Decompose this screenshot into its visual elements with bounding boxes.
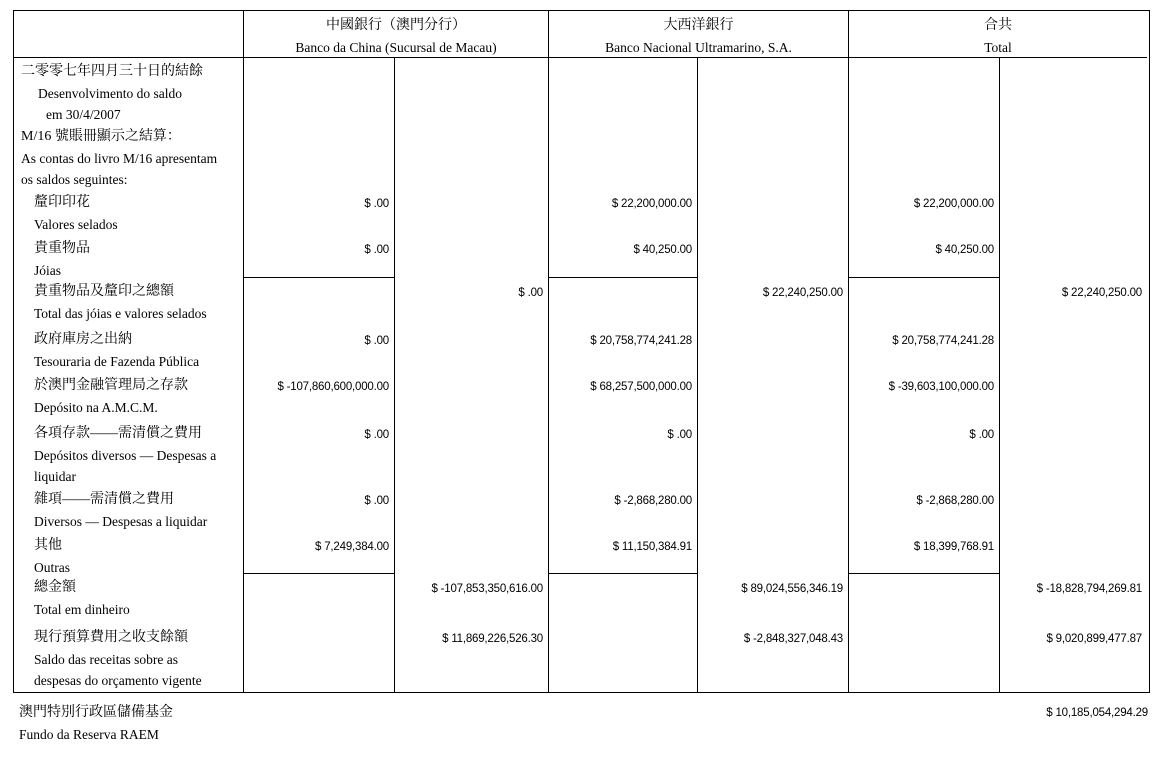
row-label-diversos — [14, 486, 244, 532]
row-label-zh: 釐印印花 — [34, 195, 90, 210]
empty-cell — [698, 58, 849, 123]
row-label-zh: 各項存款——需清償之費用 — [34, 426, 202, 441]
empty-cell — [244, 123, 395, 189]
row-label-pt: Desenvolvimento do saldo — [38, 86, 182, 101]
empty-cell — [549, 278, 698, 326]
value-bnu-1: $ 22,200,000.00 — [549, 189, 698, 235]
row-label-saldo-orcamento — [14, 624, 244, 692]
row-label-pt: Outras — [34, 560, 70, 574]
row-label-pt: Depósitos diversos — Despesas a — [34, 448, 217, 463]
empty-cell — [549, 123, 698, 189]
row-label-pt: Saldo das receitas sobre as — [34, 652, 178, 667]
value-total-1: $ -2,868,280.00 — [849, 486, 1000, 532]
empty-cell — [1000, 235, 1147, 278]
row-label-pt: Depósito na A.M.C.M. — [34, 400, 158, 415]
empty-cell — [849, 123, 1000, 189]
empty-cell — [395, 420, 549, 486]
header-bank-of-china-pt: Banco da China (Sucursal de Macau) — [295, 40, 497, 55]
row-label-pt: As contas do livro M/16 apresentam — [21, 151, 218, 166]
value-total-2: $ -18,828,794,269.81 — [1036, 583, 1142, 595]
row-label-zh: 政府庫房之出納 — [34, 332, 132, 347]
header-total-pt: Total — [984, 40, 1012, 55]
value-total-1: $ -39,603,100,000.00 — [849, 372, 1000, 420]
row-label-pt: Diversos — Despesas a liquidar — [34, 514, 208, 529]
value-total-1: $ 22,200,000.00 — [849, 189, 1000, 235]
value-total-1: $ 20,758,774,241.28 — [849, 326, 1000, 372]
value-boc-1: $ .00 — [244, 486, 395, 532]
empty-cell — [244, 278, 395, 326]
value-bnu-1: $ -2,868,280.00 — [549, 486, 698, 532]
empty-cell — [849, 58, 1000, 123]
value-bnu-2: $ 22,240,250.00 — [698, 278, 849, 326]
row-label-depositos-diversos — [14, 420, 244, 486]
value-bnu-2: $ -2,848,327,048.43 — [698, 624, 849, 692]
empty-cell — [849, 278, 1000, 326]
empty-cell — [698, 189, 849, 235]
empty-cell — [395, 372, 549, 420]
empty-cell — [549, 58, 698, 123]
row-label-total-joias — [14, 278, 244, 326]
row-label-pt: liquidar — [34, 469, 76, 484]
value-bnu-1: $ .00 — [549, 420, 698, 486]
row-label-zh: 貴重物品及釐印之總額 — [34, 284, 174, 299]
row-label-pt: Total das jóias e valores selados — [34, 306, 207, 321]
row-label-pt: Valores selados — [34, 217, 118, 232]
header-bank-of-china — [244, 11, 549, 58]
header-total-zh: 合共 — [984, 18, 1012, 33]
footer-reserve-fund-value: $ 10,185,054,294.29 — [1046, 707, 1148, 719]
value-boc-2: $ -107,853,350,616.00 — [395, 574, 549, 624]
footer-label-zh: 澳門特別行政區儲備基金 — [19, 705, 173, 720]
value-boc-1: $ -107,860,600,000.00 — [244, 372, 395, 420]
empty-cell — [698, 420, 849, 486]
value-total-2: $ 9,020,899,477.87 — [1046, 633, 1142, 645]
empty-cell — [849, 574, 1000, 624]
empty-cell — [698, 372, 849, 420]
value-total-1: $ 40,250.00 — [849, 235, 1000, 278]
row-label-pt: Total em dinheiro — [34, 602, 130, 617]
row-label-zh: M/16 號賬冊顯示之結算： — [21, 129, 181, 144]
empty-cell — [395, 58, 549, 123]
empty-cell — [395, 123, 549, 189]
empty-cell — [1000, 326, 1147, 372]
empty-cell — [698, 532, 849, 574]
empty-cell — [244, 624, 395, 692]
empty-cell — [698, 486, 849, 532]
empty-cell — [1000, 189, 1147, 235]
value-boc-1: $ 7,249,384.00 — [244, 532, 395, 574]
row-label-zh: 現行預算費用之收支餘額 — [34, 630, 188, 645]
row-label-saldo-2007 — [14, 58, 244, 123]
empty-cell — [395, 235, 549, 278]
row-label-pt: os saldos seguintes: — [21, 172, 128, 187]
value-boc-1: $ .00 — [244, 326, 395, 372]
row-label-joias — [14, 235, 244, 278]
empty-cell — [244, 574, 395, 624]
empty-cell — [849, 624, 1000, 692]
header-bnu — [549, 11, 849, 58]
row-label-zh: 其他 — [34, 538, 62, 553]
empty-cell — [1000, 532, 1147, 574]
empty-cell — [244, 58, 395, 123]
value-total-2: $ 22,240,250.00 — [1061, 287, 1142, 299]
value-bnu-1: $ 68,257,500,000.00 — [549, 372, 698, 420]
row-label-pt: despesas do orçamento vigente — [34, 673, 202, 688]
value-bnu-2: $ 89,024,556,346.19 — [698, 574, 849, 624]
empty-cell — [1000, 372, 1147, 420]
empty-cell — [1000, 123, 1147, 189]
row-label-pt: Jóias — [34, 263, 61, 278]
empty-cell — [549, 624, 698, 692]
value-bnu-1: $ 40,250.00 — [549, 235, 698, 278]
value-boc-1: $ .00 — [244, 420, 395, 486]
balance-table — [13, 10, 1150, 693]
empty-cell — [549, 574, 698, 624]
value-boc-1: $ .00 — [244, 235, 395, 278]
row-label-zh: 於澳門金融管理局之存款 — [34, 378, 188, 393]
header-corner-cell — [14, 11, 244, 58]
value-boc-2: $ .00 — [395, 278, 549, 326]
empty-cell — [1000, 486, 1147, 532]
empty-cell — [1000, 420, 1147, 486]
row-label-zh: 貴重物品 — [34, 241, 90, 256]
empty-cell — [395, 189, 549, 235]
footer-reserve-fund — [19, 702, 173, 745]
row-label-m16 — [14, 123, 244, 189]
value-boc-1: $ .00 — [244, 189, 395, 235]
row-label-pt: em 30/4/2007 — [46, 107, 121, 122]
row-label-deposito-amcm — [14, 372, 244, 420]
value-boc-2: $ 11,869,226,526.30 — [395, 624, 549, 692]
empty-cell — [395, 532, 549, 574]
header-bnu-zh: 大西洋銀行 — [663, 18, 734, 33]
empty-cell — [395, 326, 549, 372]
header-bank-of-china-zh: 中國銀行（澳門分行） — [326, 18, 466, 33]
row-label-valores-selados — [14, 189, 244, 235]
value-total-1: $ 18,399,768.91 — [849, 532, 1000, 574]
row-label-outras — [14, 532, 244, 574]
empty-cell — [698, 326, 849, 372]
header-bnu-pt: Banco Nacional Ultramarino, S.A. — [605, 40, 792, 55]
footer-label-pt: Fundo da Reserva RAEM — [19, 727, 159, 742]
value-bnu-1: $ 11,150,384.91 — [549, 532, 698, 574]
row-label-pt: Tesouraria de Fazenda Pública — [34, 354, 200, 369]
header-total — [849, 11, 1147, 58]
row-label-zh: 總金額 — [34, 580, 76, 595]
empty-cell — [395, 486, 549, 532]
empty-cell — [698, 123, 849, 189]
value-total-1: $ .00 — [849, 420, 1000, 486]
empty-cell — [698, 235, 849, 278]
row-label-zh: 雜項——需清償之費用 — [34, 492, 174, 507]
value-bnu-1: $ 20,758,774,241.28 — [549, 326, 698, 372]
row-label-total-dinheiro — [14, 574, 244, 624]
row-label-zh: 二零零七年四月三十日的結餘 — [21, 64, 203, 79]
row-label-tesouraria — [14, 326, 244, 372]
empty-cell — [1000, 58, 1147, 123]
